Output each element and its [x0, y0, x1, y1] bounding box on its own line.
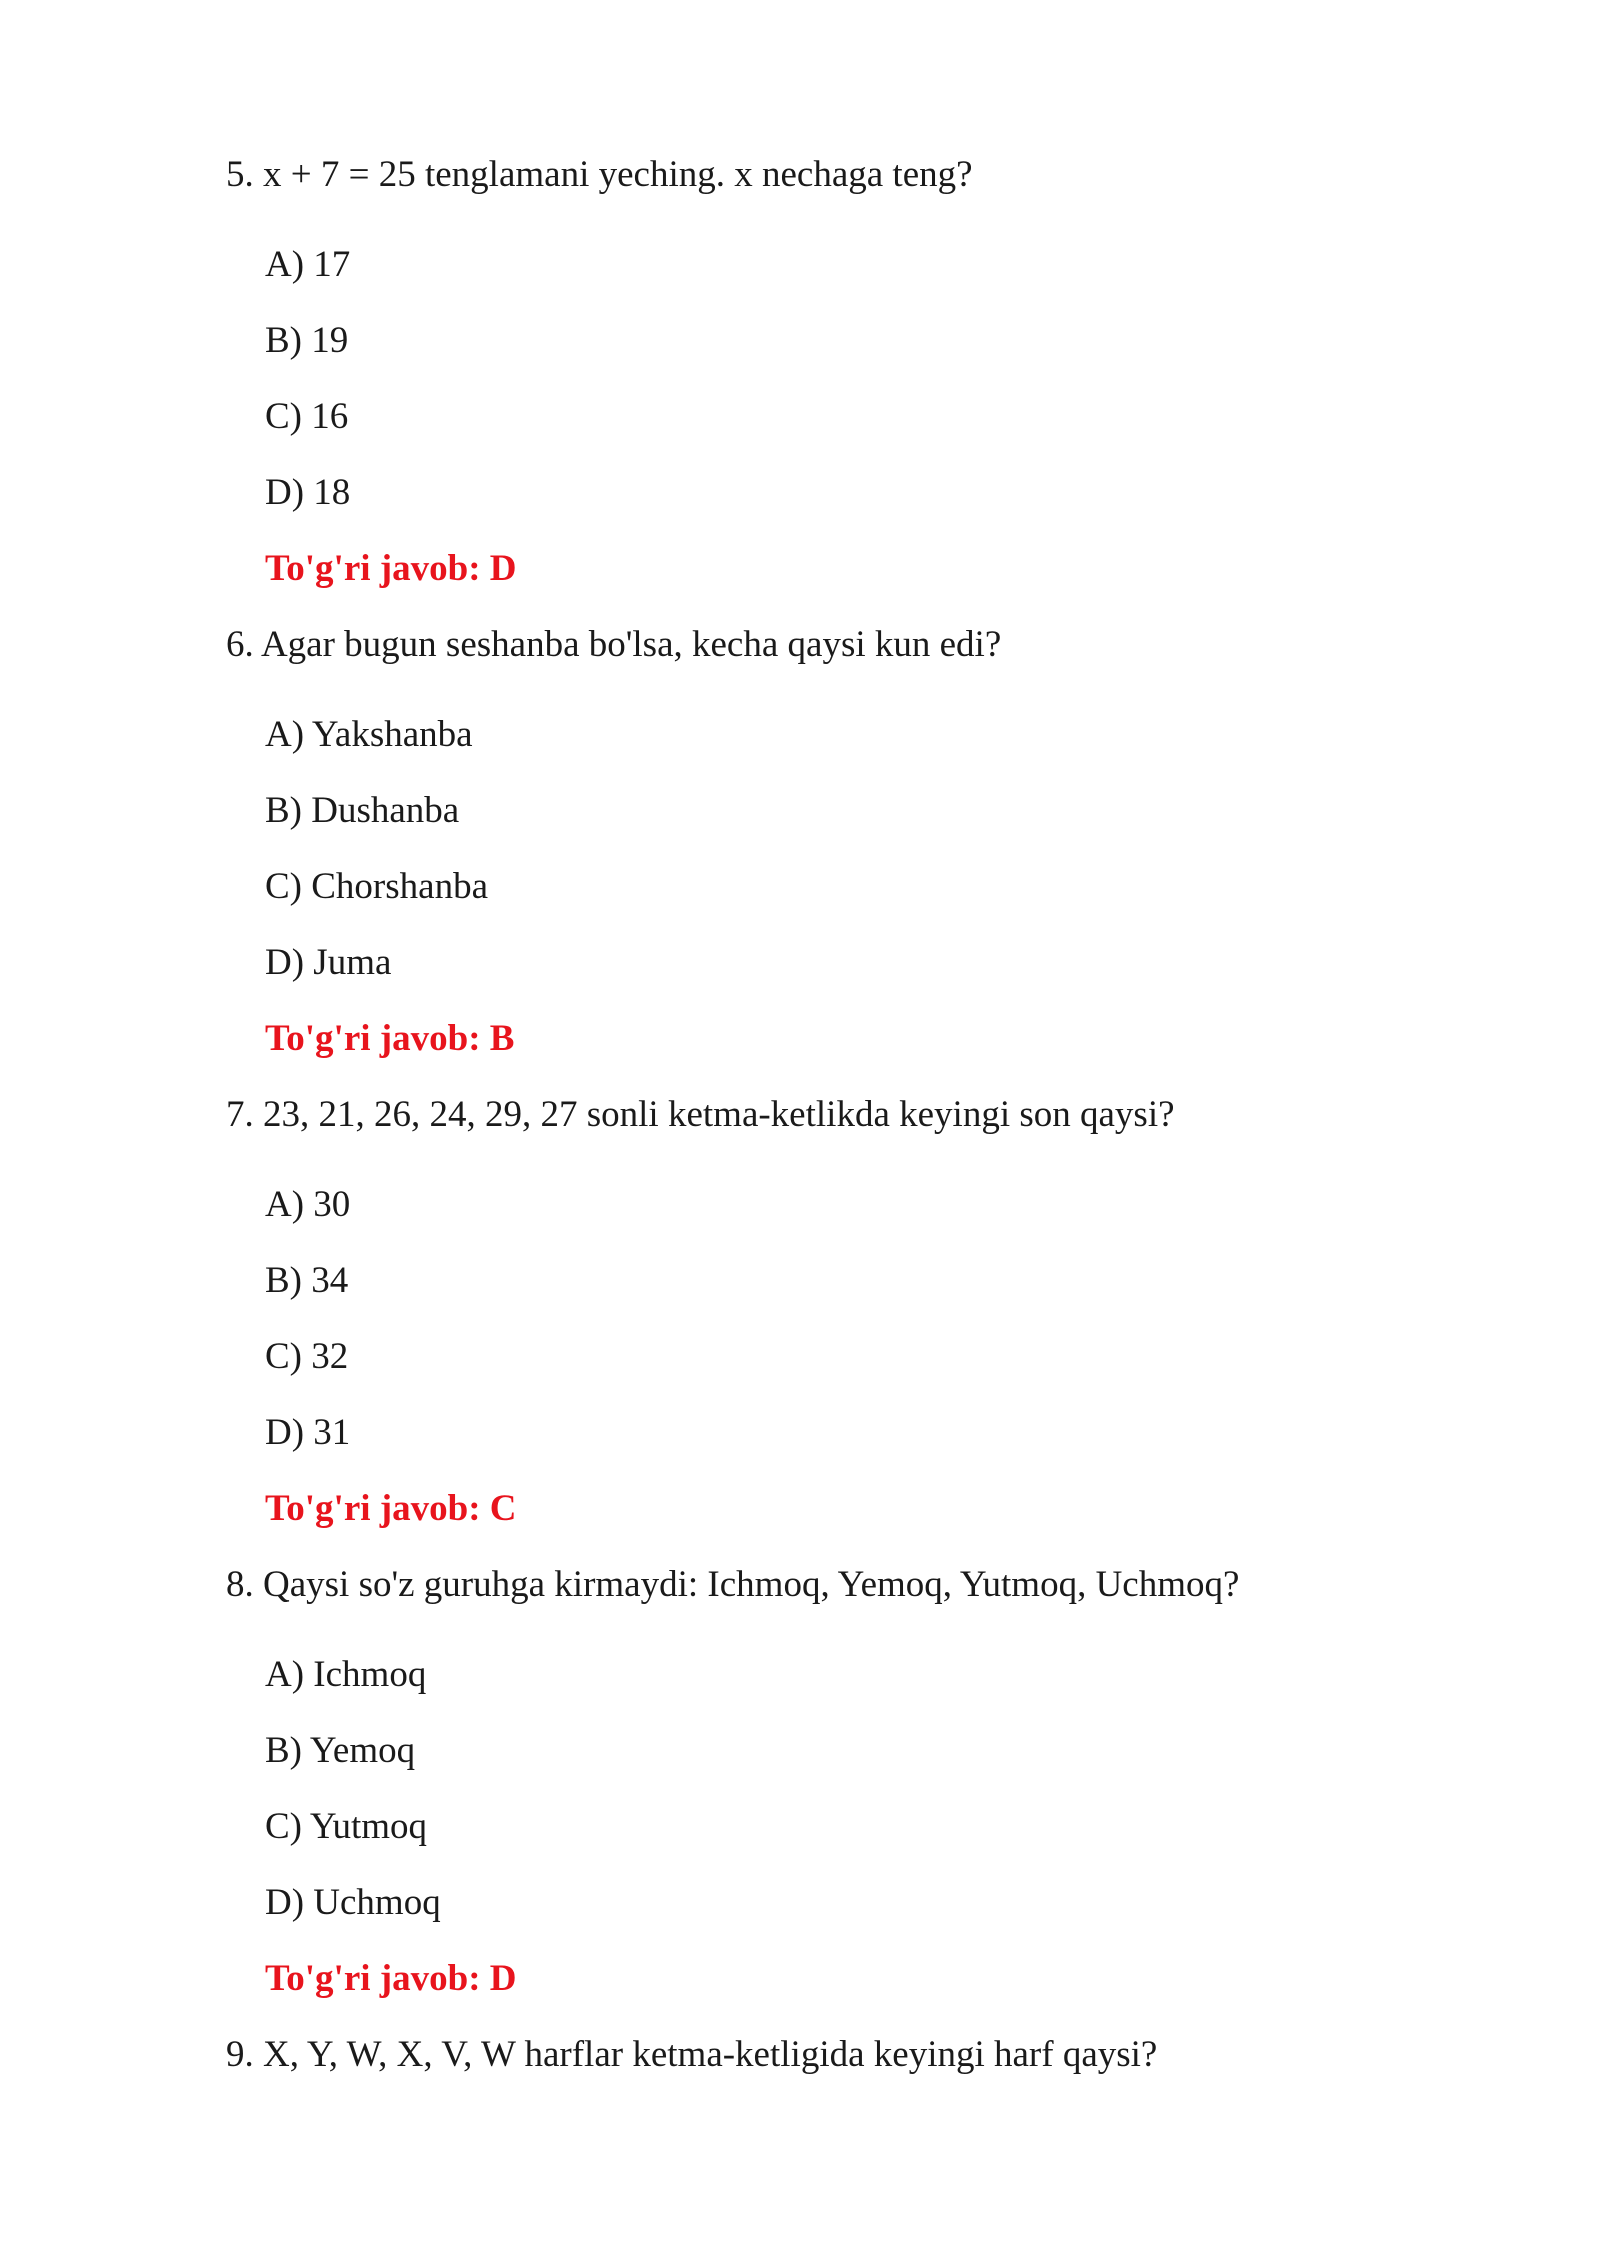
option-d: D) Uchmoq [265, 1882, 441, 1923]
question-text: 5. x + 7 = 25 tenglamani yeching. x nechaga teng? [226, 154, 973, 195]
option-a: A) Yakshanba [265, 714, 473, 755]
question-text: 7. 23, 21, 26, 24, 29, 27 sonli ketma-ketlikda keyingi son qaysi? [226, 1094, 1175, 1135]
option-d: D) 31 [265, 1412, 351, 1453]
question-text: 6. Agar bugun seshanba bo'lsa, kecha qaysi kun edi? [226, 624, 1002, 665]
option-c: C) Chorshanba [265, 866, 488, 907]
correct-answer: To'g'ri javob: C [265, 1488, 517, 1529]
correct-answer: To'g'ri javob: B [265, 1018, 515, 1059]
option-a: A) 17 [265, 244, 351, 285]
option-c: C) 32 [265, 1336, 349, 1377]
option-a: A) Ichmoq [265, 1654, 427, 1695]
question-text: 9. X, Y, W, X, V, W harflar ketma-ketligida keyingi harf qaysi? [226, 2034, 1158, 2075]
option-b: B) Yemoq [265, 1730, 416, 1771]
option-c: C) Yutmoq [265, 1806, 428, 1847]
option-d: D) 18 [265, 472, 351, 513]
correct-answer: To'g'ri javob: D [265, 548, 517, 589]
option-b: B) 19 [265, 320, 349, 361]
option-d: D) Juma [265, 942, 392, 983]
option-a: A) 30 [265, 1184, 351, 1225]
option-c: C) 16 [265, 396, 349, 437]
correct-answer: To'g'ri javob: D [265, 1958, 517, 1999]
option-b: B) 34 [265, 1260, 349, 1301]
option-b: B) Dushanba [265, 790, 460, 831]
question-text: 8. Qaysi so'z guruhga kirmaydi: Ichmoq, Yemoq, Yutmoq, Uchmoq? [226, 1564, 1240, 1605]
